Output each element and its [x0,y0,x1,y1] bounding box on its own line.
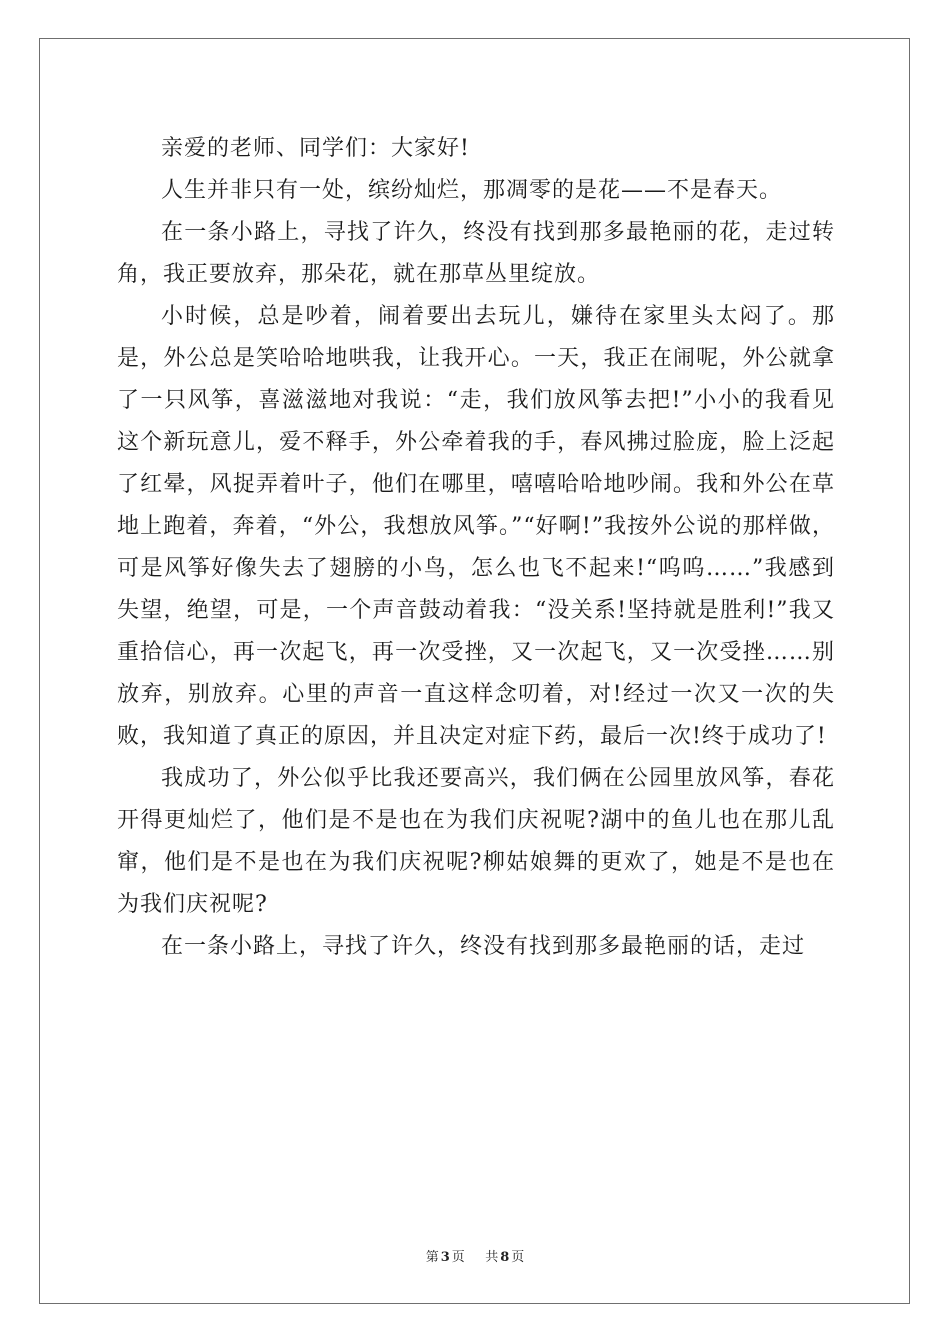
total-prefix: 共 [485,1250,499,1265]
page-prefix: 第 [425,1250,439,1265]
page-total-value: 8 [500,1250,510,1265]
body-paragraph: 我成功了，外公似乎比我还要高兴，我们俩在公园里放风筝，春花开得更灿烂了，他们是不是也在为我们庆祝呢?湖中的鱼儿也在那儿乱窜，他们是不是也在为我们庆祝呢?柳姑娘舞的更欢了，她是不是也在为我们庆祝呢? [117,766,835,917]
page-total [483,1250,526,1265]
body-paragraph: 小时候，总是吵着，闹着要出去玩儿，嫌待在家里头太闷了。那是，外公总是笑哈哈地哄我，让我开心。一天，我正在闹呢，外公就拿了一只风筝，喜滋滋地对我说：“走，我们放风筝去把!”小小的我看见这个新玩意儿，爱不释手，外公牵着我的手，春风拂过脸庞，脸上泛起了红晕，风捉弄着叶子，他们在哪里，嘻嘻哈哈地吵闹。我和外公在草地上跑着，奔着，“外公，我想放风筝。”“好啊!”我按外公说的那样做，可是风筝好像失去了翅膀的小鸟，怎么也飞不起来!“呜呜……”我感到失望，绝望，可是，一个声音鼓动着我：“没关系!坚持就是胜利!”我又重拾信心，再一次起飞，再一次受挫，又一次起飞，又一次受挫……别放弃，别放弃。心里的声音一直这样念叨着，对!经过一次又一次的失败，我知道了真正的原因，并且决定对症下药，最后一次!终于成功了! [117,304,835,749]
body-paragraph: 在一条小路上，寻找了许久，终没有找到那多最艳丽的花，走过转角，我正要放弃，那朵花，就在那草丛里绽放。 [117,220,835,287]
body-paragraph: 人生并非只有一处，缤纷灿烂，那凋零的是花——不是春天。 [161,178,783,203]
document-body [117,128,835,968]
page-current: 3 [440,1250,450,1265]
body-paragraph: 在一条小路上，寻找了许久，终没有找到那多最艳丽的话，走过 [161,934,806,959]
page-number [424,1250,467,1265]
page-suffix: 页 [451,1250,465,1265]
greeting-paragraph: 亲爱的老师、同学们：大家好! [161,136,470,161]
total-suffix: 页 [511,1250,525,1265]
page-footer [0,1246,950,1265]
